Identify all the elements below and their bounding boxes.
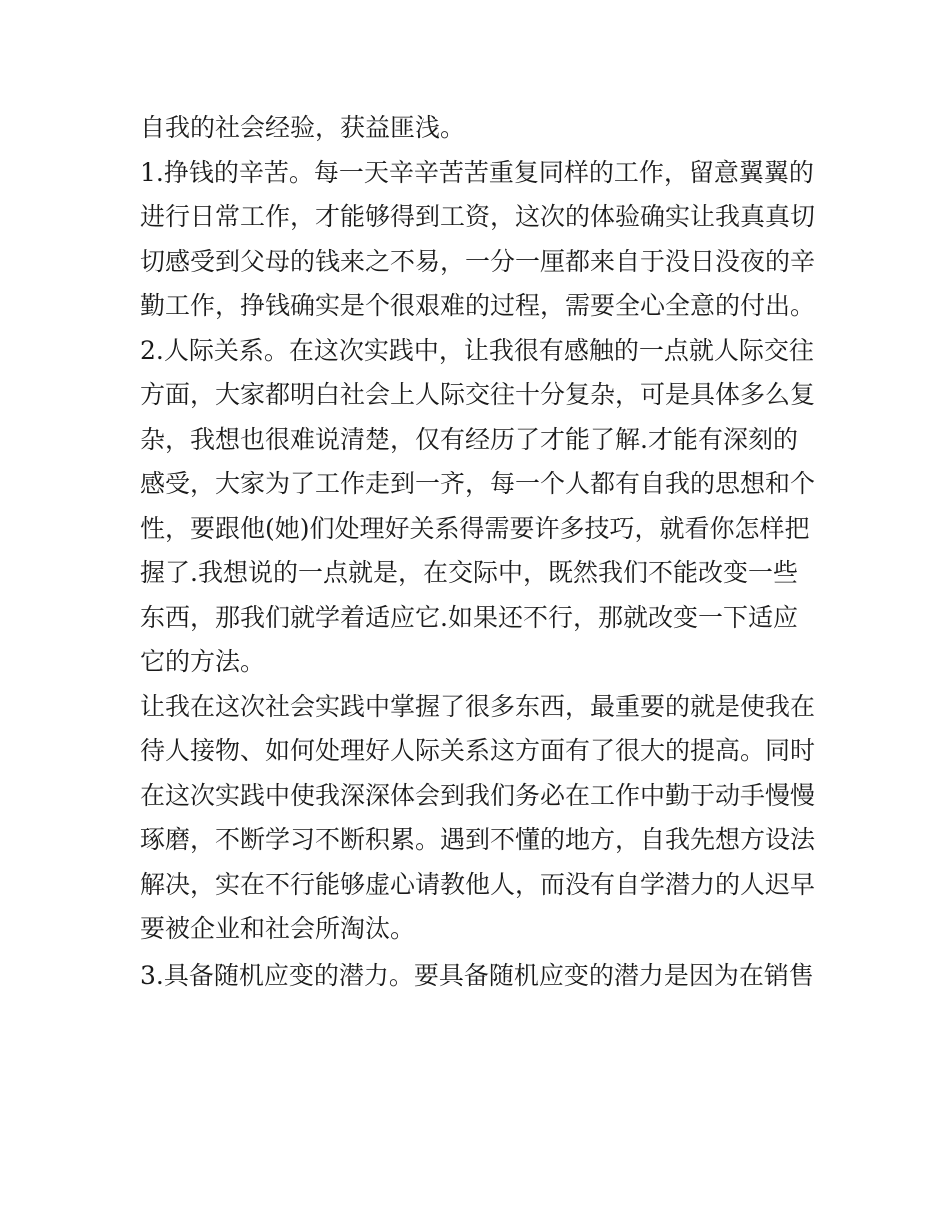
text-line: 让我在这次社会实践中掌握了很多东西，最重要的就是使我在 <box>140 691 816 721</box>
text-line: 性，要跟他(她)们处理好关系得需要许多技巧，就看你怎样把 <box>140 513 810 543</box>
text-line: 勤工作，挣钱确实是个很艰难的过程，需要全心全意的付出。 <box>140 291 816 320</box>
text-line: 杂，我想也很难说清楚，仅有经历了才能了解.才能有深刻的 <box>140 424 798 454</box>
text-line: 要被企业和社会所淘汰。 <box>140 914 416 943</box>
text-line: 待人接物、如何处理好人际关系这方面有了很大的提高。同时 <box>140 736 816 765</box>
text-line: 解决，实在不行能够虚心请教他人，而没有自学潜力的人迟早 <box>140 869 816 899</box>
text-line: 在这次实践中使我深深体会到我们务必在工作中勤于动手慢慢 <box>140 780 816 810</box>
text-line: 感受，大家为了工作走到一齐，每一个人都有自我的思想和个 <box>140 469 816 498</box>
text-line: 自我的社会经验，获益匪浅。 <box>140 113 466 142</box>
text-line: 1.挣钱的辛苦。每一天辛辛苦苦重复同样的工作，留意翼翼的 <box>140 157 814 187</box>
text-line: 进行日常工作，才能够得到工资，这次的体验确实让我真真切 <box>140 202 816 231</box>
text-line: 切感受到父母的钱来之不易，一分一厘都来自于没日没夜的辛 <box>140 246 816 276</box>
text-line: 它的方法。 <box>140 647 266 676</box>
text-line: 握了.我想说的一点就是，在交际中，既然我们不能改变一些 <box>140 558 798 587</box>
text-line: 东西，那我们就学着适应它.如果还不行，那就改变一下适应 <box>140 602 798 632</box>
text-line: 方面，大家都明白社会上人际交往十分复杂，可是具体多么复 <box>140 380 816 409</box>
body-text <box>140 106 820 998</box>
text-line: 2.人际关系。在这次实践中，让我很有感触的一点就人际交往 <box>140 335 814 365</box>
text-line: 琢磨，不断学习不断积累。遇到不懂的地方，自我先想方设法 <box>140 825 816 854</box>
text-line: 3.具备随机应变的潜力。要具备随机应变的潜力是因为在销售 <box>140 960 814 990</box>
